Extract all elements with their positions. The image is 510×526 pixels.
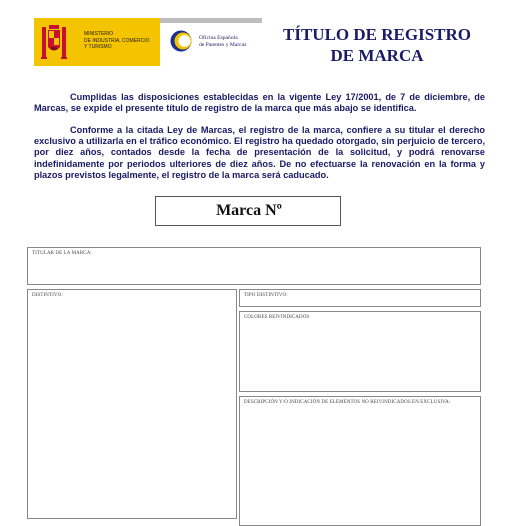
distintivo-field	[27, 289, 237, 519]
descripcion-field	[239, 396, 481, 526]
rights-paragraph: Conforme a la citada Ley de Marcas, el registro de la marca, confiere a su titular el derecho exclusivo a utilizarla en el tráfico económico. El registro ha quedado otorgado, sin perjuicio de tercero, por diez años, contados desde la fecha de presentación de la solicitud, y podrá renovarse indefinidamente por periodos ulteriores de diez años. De no efectuarse la renovación en la forma y plazos previstos legalmente, el registro de la marca será caducado.	[34, 125, 485, 180]
tipo-distintivo-label: TIPO DISTINTIVO:	[244, 293, 288, 298]
marca-number-label: Marca Nº	[216, 202, 282, 219]
ministerio-logo	[34, 18, 160, 66]
titular-label: TITULAR DE LA MARCA:	[32, 251, 92, 256]
descripcion-label: DESCRIPCIÓN Y/O INDICACIÓN DE ELEMENTOS NO REIVINDICADOS EN EXCLUSIVA:	[244, 400, 451, 405]
titular-field	[27, 247, 481, 285]
colores-label: COLORES REIVINDICADOS	[244, 315, 310, 320]
coat-of-arms-icon	[40, 21, 68, 63]
oepm-name: Oficina Española de Patentes y Marcas	[199, 35, 247, 48]
oepm-logo-icon	[170, 30, 192, 52]
header-divider	[160, 18, 262, 23]
ministerio-name: MINISTERIO DE INDUSTRIA, COMERCIO Y TURISMO	[84, 31, 150, 50]
intro-paragraph: Cumplidas las disposiciones establecidas en la vigente Ley 17/2001, de 7 de diciembre, de Marcas, se expide el presente título de registro de la marca que más abajo se identifica.	[34, 92, 485, 114]
tipo-distintivo-field	[239, 289, 481, 307]
colores-field	[239, 311, 481, 392]
distintivo-label: DISTINTIVO:	[32, 293, 63, 298]
marca-number-box	[155, 196, 341, 226]
document-title: TÍTULO DE REGISTRO DE MARCA	[283, 25, 471, 65]
